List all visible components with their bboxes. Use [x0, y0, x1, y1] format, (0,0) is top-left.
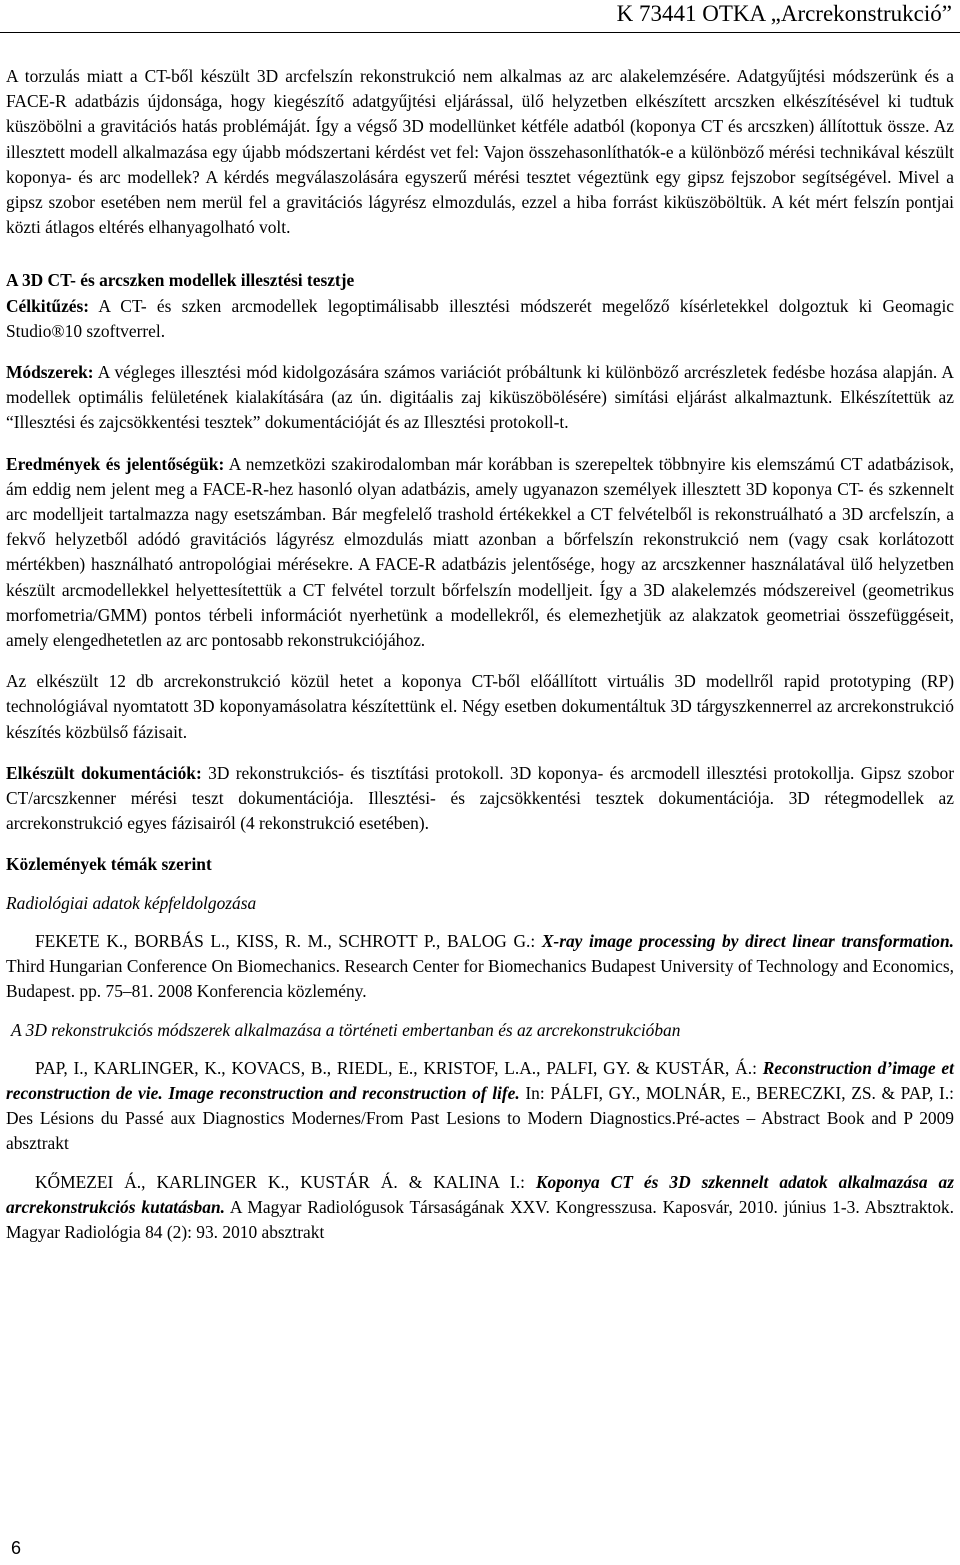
goal-text: A CT- és szken arcmodellek legoptimálisabb illesztési módszerét megelőző kísérletekkel dolgoztuk ki Geomagic Studio®10 szoftverrel.: [6, 295, 954, 341]
reference-3: [6, 1170, 954, 1246]
reference-2-authors: PAP, I., KARLINGER, K., KOVACS, B., RIEDL, E., KRISTOF, L.A., PALFI, GY. & KUSTÁR, Á.:: [35, 1057, 763, 1078]
docs-text: 3D rekonstrukciós- és tisztítási protokoll. 3D koponya- és arcmodell illesztési protokollja. Gipsz szobor CT/arcszkenner mérési teszt dokumentációja. Illesztési- és zajcsökkentési tesztek dokumentációja. 3D rétegmodellek az arcrekonstrukció egyes fázisairól (4 rekonstrukció esetében).: [6, 762, 954, 834]
reference-1-title: X-ray image processing by direct linear transformation.: [541, 930, 954, 951]
reference-2-details: In: PÁLFI, GY., MOLNÁR, E., BERECZKI, ZS. & PAP, I.: Des Lésions du Passé aux Diagnostics Modernes/From Past Lesions to Modern Diagnostics.Pré-actes – Abstract Book and P 2009 absztrakt: [6, 1082, 954, 1154]
reference-3-details: A Magyar Radiológusok Társaságának XXV. Kongresszusa. Kaposvár, 2010. június 1-3. Absztraktok. Magyar Radiológia 84 (2): 93. 2010 absztrakt: [6, 1196, 954, 1242]
results-paragraph: [6, 452, 954, 654]
topic-heading-1: Radiológiai adatok képfeldolgozása: [6, 892, 257, 913]
reference-1-authors: FEKETE K., BORBÁS L., KISS, R. M., SCHROTT P., BALOG G.:: [35, 930, 542, 951]
document-body: [6, 64, 954, 1245]
methods-text: A végleges illesztési mód kidolgozására számos variációt próbáltunk ki különböző arcrészletek fedésbe hozása alapján. A modellek optimális felületének kialakítására (az ún. digitáalis zaj kiküszöbölésére) simítási eljárást alkalmaztunk. Elkészítettük az “Illesztési és zajcsökkentési tesztek” dokumentációját és az Illesztési protokoll-t.: [6, 362, 954, 433]
topic-heading-2: A 3D rekonstrukciós módszerek alkalmazása a történeti embertanban és az arcrekonstrukcióban: [11, 1019, 681, 1040]
docs-label: Elkészült dokumentációk:: [6, 762, 202, 783]
reference-1: [6, 929, 954, 1005]
goal-label: Célkitűzés:: [6, 295, 90, 316]
goal-paragraph: [6, 294, 954, 344]
reference-2-title: Reconstruction d’image et reconstruction de vie. Image reconstruction and reconstruction of life.: [6, 1057, 954, 1103]
documentation-paragraph: [6, 761, 954, 837]
reference-1-details: Third Hungarian Conference On Biomechanics. Research Center for Biomechanics Budapest University of Technology and Economics, Budapest. pp. 75–81. 2008 Konferencia közlemény.: [6, 956, 954, 1002]
publications-heading: Közlemények témák szerint: [6, 854, 212, 875]
intro-paragraph: A torzulás miatt a CT-ből készült 3D arcfelszín rekonstrukció nem alkalmas az arc alakelemzésére. Adatgyűjtési módszerünk és a FACE-R adatbázis újdonsága, hogy kiegészítő adatgyűjtési eljárással, ülő helyzetben elkészített arcszken elkészítésével ki tudtuk küszöbölni a gravitációs hatás problémáját. Így a végső 3D modellünket kétféle adatból (koponya CT és arcszken) állítottuk össze. Az illesztett modell alkalmazása egy újabb módszertani kérdést vet fel: Vajon összehasonlíthatók-e a különböző mérési technikával készült koponya- és arc modellek? A kérdés megválaszolására egyszerű mérési tesztet végeztünk egy gipsz fejszobor segítségével. Mivel a gipsz szobor esetében nem merül fel a gravitációs lágyrész elmozdulás, ezzel a hiba forrást kiküszöböltük. A két mért felszín pontjai közti átlagos eltérés elhanyagolható volt.: [6, 66, 954, 238]
results-label: Eredmények és jelentőségük:: [6, 453, 225, 474]
header-rule: [0, 32, 960, 33]
running-header: K 73441 OTKA „Arcrekonstrukció”: [616, 1, 952, 26]
methods-label: Módszerek:: [6, 362, 94, 383]
reference-3-authors: KŐMEZEI Á., KARLINGER K., KUSTÁR Á. & KALINA I.:: [35, 1171, 536, 1192]
reference-3-title: Koponya CT és 3D szkennelt adatok alkalmazása az arcrekonstrukciós kutatásban.: [6, 1171, 954, 1217]
results-text: A nemzetközi szakirodalomban már korábban is szerepeltek többnyire kis elemszámú CT adatbázisok, ám eddig nem jelent meg a FACE-R-hez hasonló olyan adatbázis, amely ugyanazon személyek illesztett 3D koponya CT- és szkennelt arc modelljeit tartalmazza nagy esetszámban. Bár megfelelő trashold értékekkel a CT felvételből is rekonstruálható a 3D arcfelszín, a fekvő helyzetből adódó gravitációs lágyrész elmozdulás miatt azonban a bőrfelszín rekonstrukció nem (vagy csak korlátozott mértékben) használható antropológiai mérésekre. A FACE-R adatbázis jelentősége, hogy az arcszkenner használatával ülő helyzetben készült arcmodellekkel helyettesítettük a CT felvétel torzult bőrfelszín modelljeit. Így a 3D alakelemzés módszereivel (geometrikus morfometria/GMM) pontos térbeli információt nyerhetünk a modellekről, és elemezhetjük az alakzatok geometriai összefüggéseit, amely elengedhetetlen az arc pontosabb rekonstrukciójához.: [6, 453, 954, 651]
reference-2: [6, 1056, 954, 1157]
section-heading: A 3D CT- és arcszken modellek illesztési tesztje: [6, 270, 355, 291]
methods-paragraph: [6, 360, 954, 436]
page-number: 6: [11, 1538, 22, 1558]
reconstruction-paragraph: Az elkészült 12 db arcrekonstrukció közül hetet a koponya CT-ből előállított virtuális 3D modellről rapid prototyping (RP) technológiával nyomtatott 3D koponyamásolatra készítettünk el. Négy esetben dokumentáltuk 3D tárgyszkennerrel az arcrekonstrukció készítés közbülső fázisait.: [6, 671, 954, 742]
